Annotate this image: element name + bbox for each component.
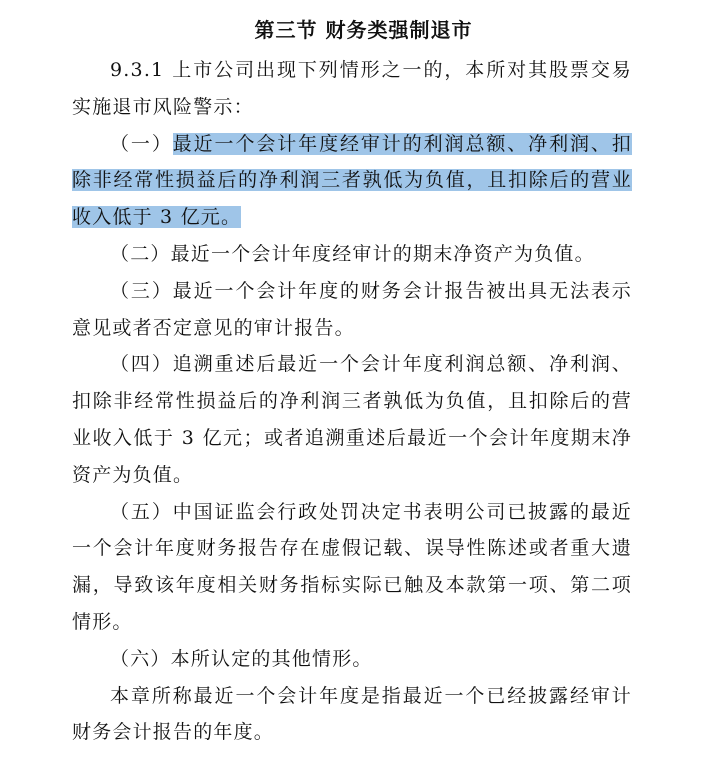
item-3-label: （三） (110, 279, 173, 302)
item-4-label: （四） (110, 353, 173, 376)
item-4-text: 追溯重述后最近一个会计年度利润总额、净利润、扣除非经常性损益后的净利润三者孰低为负值，且扣除后的营业收入低于 3 亿元；或者追溯重述后最近一个会计年度期末净资产为负值。 (72, 353, 632, 486)
item-3-text: 最近一个会计年度的财务会计报告被出具无法表示意见或者否定意见的审计报告。 (72, 279, 632, 339)
article-item-5 (72, 494, 632, 641)
article-body (72, 52, 632, 751)
item-2-text: 最近一个会计年度经审计的期末净资产为负值。 (170, 242, 595, 265)
item-5-label: （五） (110, 500, 173, 523)
article-item-4 (72, 346, 632, 493)
article-item-6 (72, 641, 632, 678)
item-6-label: （六） (110, 647, 171, 670)
item-5-text: 中国证监会行政处罚决定书表明公司已披露的最近一个会计年度财务报告存在虚假记载、误导性陈述或者重大遗漏，导致该年度相关财务指标实际已触及本款第一项、第二项情形。 (72, 500, 632, 633)
item-1-label: （一） (110, 132, 173, 155)
section-title: 第三节 财务类强制退市 (254, 18, 473, 42)
article-item-3 (72, 273, 632, 347)
highlighted-text[interactable]: 最近一个会计年度经审计的利润总额、净利润、扣除非经常性损益后的净利润三者孰低为负值，且扣除后的营业收入低于 3 亿元。 (72, 132, 632, 229)
item-6-text: 本所认定的其他情形。 (170, 647, 373, 670)
article-item-2 (72, 236, 632, 273)
article-intro: 9.3.1 上市公司出现下列情形之一的，本所对其股票交易实施退市风险警示： (72, 59, 632, 118)
article-item-1 (72, 126, 632, 236)
item-2-label: （二） (110, 242, 171, 265)
article-closing: 本章所称最近一个会计年度是指最近一个已经披露经审计财务会计报告的年度。 (72, 684, 632, 744)
